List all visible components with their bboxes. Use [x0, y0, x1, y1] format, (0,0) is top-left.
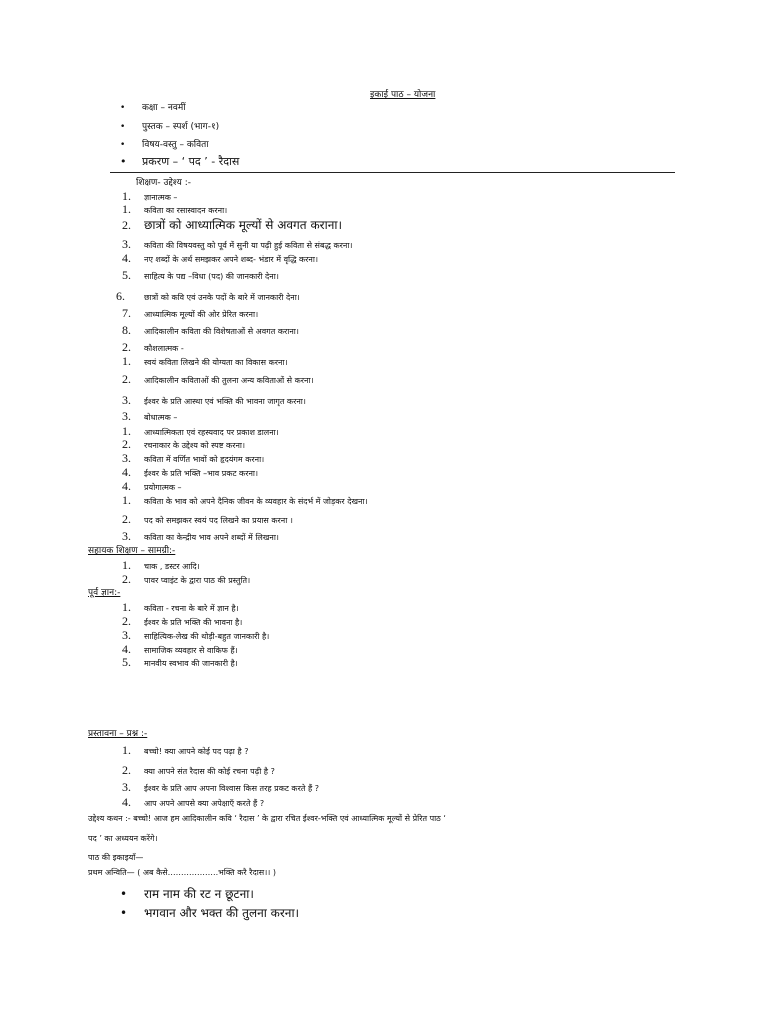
list-item: 2. क्या आपने संत रैदास की कोई रचना पढ़ी है ?	[122, 763, 275, 777]
list-item: 2. ईश्वर के प्रति भक्ति की भावना है।	[122, 614, 243, 628]
divider	[110, 172, 675, 173]
list-item: 1. ज्ञानात्मक –	[122, 189, 178, 203]
list-item: 3. कविता में वर्णित भावों को हृदयंगम करना।	[122, 451, 265, 465]
list-item: • भगवान और भक्त की तुलना करना।	[120, 906, 300, 920]
list-item: 3. कविता का केन्द्रीय भाव अपने शब्दों में लिखना।	[122, 529, 279, 543]
list-item: 1. कविता - रचना के बारे में ज्ञान है।	[122, 600, 239, 614]
list-item: 4. सामाजिक व्यवहार से वाकिफ हैं।	[122, 642, 238, 656]
aim-statement-continued: पद ’ का अध्ययन करेंगे।	[88, 834, 158, 843]
list-item: 3. ईश्वर के प्रति आस्था एवं भक्ति की भावना जागृत करना।	[122, 393, 306, 407]
list-item: 4. आप अपने आपसे क्या अपेक्षाएँ करते हैं ?	[122, 795, 265, 809]
list-item: 5. मानवीय स्वभाव की जानकारी है।	[122, 655, 238, 669]
list-item: • पुस्तक – स्पर्श (भाग-१)	[120, 122, 220, 132]
list-item: 2. पद को समझकर स्वयं पद लिखने का प्रयास करना ।	[122, 512, 293, 526]
section-heading: सहायक शिक्षण – सामग्री:-	[88, 546, 176, 556]
bullet-icon: •	[120, 122, 126, 132]
list-item: 1. बच्चो! क्या आपने कोई पद पढ़ा है ?	[122, 743, 249, 757]
list-item: 1. स्वयं कविता लिखने की योग्यता का विकास करना।	[122, 354, 288, 368]
list-item: 1. चाक , डस्टर आदि।	[122, 558, 200, 572]
list-item: 3. कविता की विषयवस्तु को पूर्व में सुनी या पढ़ी हुई कविता से संबद्ध करना।	[122, 237, 353, 251]
list-item: • कक्षा – नवमीं	[120, 103, 186, 113]
list-item: 2. आदिकालीन कविताओं की तुलना अन्य कविताओं से करना।	[122, 372, 314, 386]
list-item: 2. पावर प्वाइंट के द्वारा पाठ की प्रस्तुति।	[122, 572, 251, 586]
section-heading: प्रस्तावना – प्रश्न :-	[88, 729, 148, 739]
page-title: इकाई पाठ – योजना	[370, 90, 436, 100]
list-item: 1. कविता के भाव को अपने दैनिक जीवन के व्यवहार के संदर्भ में जोड़कर देखना।	[122, 493, 368, 507]
list-item: 1. आध्यात्मिकता एवं रहस्यवाद पर प्रकाश डालना।	[122, 424, 279, 438]
list-item: 3. बोधात्मक –	[122, 409, 178, 423]
list-item: 2. छात्रों को आध्यात्मिक मूल्यों से अवगत कराना।	[122, 218, 343, 232]
section-heading: शिक्षण- उद्देश्य :-	[136, 178, 191, 188]
bullet-icon: •	[120, 140, 126, 150]
list-item: 2. कौशलात्मक -	[122, 340, 184, 354]
list-item: 4. नए शब्दों के अर्थ समझकर अपने शब्द- भंडार में वृद्धि करना।	[122, 251, 318, 265]
list-item: 1. कविता का रसास्वादन करना।	[122, 202, 228, 216]
list-item: 3. साहित्यिक-लेख की थोड़ी-बहुत जानकारी है।	[122, 628, 270, 642]
aim-statement: उद्देश्य कथन :- बच्चो! आज हम आदिकालीन कवि ‘ रैदास ’ के द्वारा रचित ईश्वर-भक्ति एवं आध्यात्मिक मूल्यों से प्रेरित पाठ ‘	[88, 814, 446, 823]
list-item: 5. साहित्य के पद्य –विधा (पद) की जानकारी देना।	[122, 268, 279, 282]
list-item: 3. ईश्वर के प्रति आप अपना विश्वास किस तरह प्रकट करते हैं ?	[122, 780, 319, 794]
bullet-icon: •	[120, 906, 128, 920]
section-heading: पूर्व ज्ञान:-	[88, 588, 121, 598]
list-item: 4. प्रयोगात्मक –	[122, 479, 182, 493]
bullet-icon: •	[120, 887, 128, 901]
list-item: 2. रचनाकार के उद्देश्य को स्पष्ट करना।	[122, 437, 246, 451]
list-item: 7. आध्यात्मिक मूल्यों की ओर प्रेरित करना।	[122, 306, 259, 320]
section-heading: पाठ की इकाइयाँ—	[88, 853, 144, 862]
bullet-icon: •	[120, 155, 127, 168]
list-item: • विषय-वस्तु – कविता	[120, 140, 209, 150]
list-item: 6. छात्रों को कवि एवं उनके पदों के बारे में जानकारी देना।	[116, 289, 300, 303]
list-item: 4. ईश्वर के प्रति भक्ति –भाव प्रकट करना।	[122, 465, 259, 479]
bullet-icon: •	[120, 103, 126, 113]
list-item: 8. आदिकालीन कविता की विशेषताओं से अवगत कराना।	[122, 323, 299, 337]
list-item: • राम नाम की रट न छूटना।	[120, 887, 254, 901]
unit-line: प्रथम अन्विति— ( अब कैसे……………….भक्ति करै रैदास।। )	[88, 868, 276, 877]
list-item: • प्रकरण – ‘ पद ’ - रैदास	[120, 155, 240, 168]
